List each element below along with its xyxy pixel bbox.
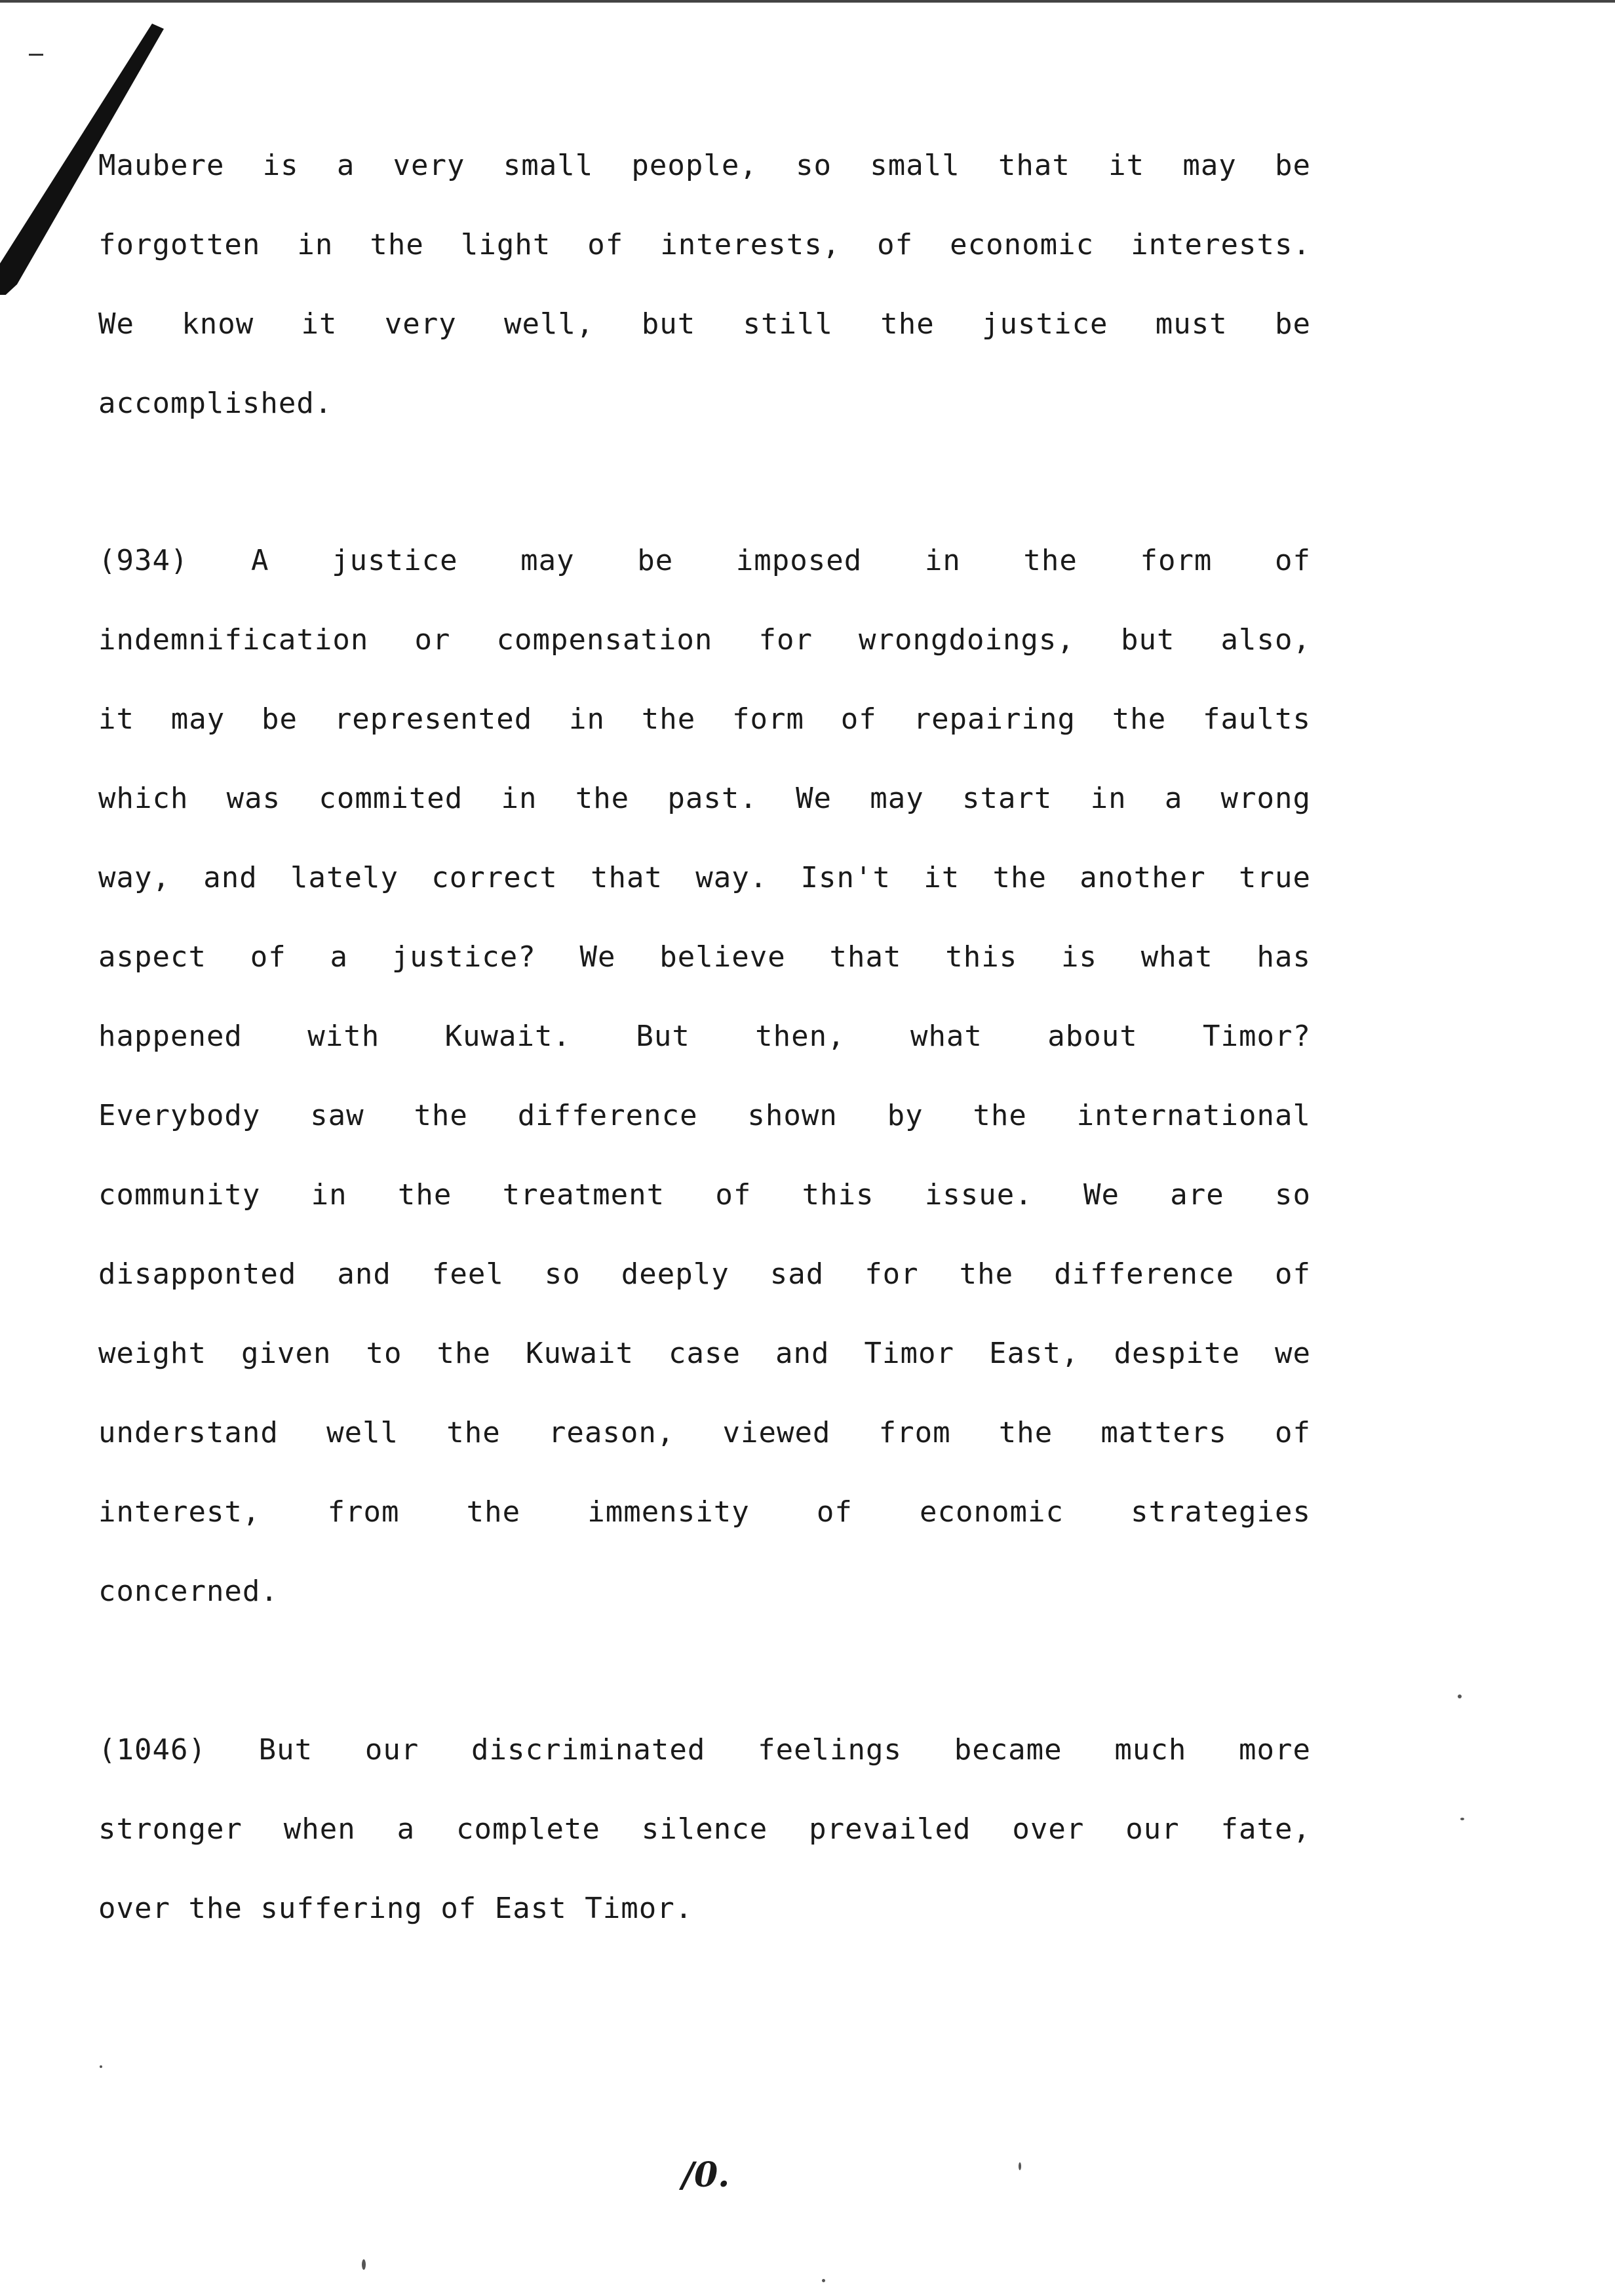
text-line: way, and lately correct that way. Isn't it the another true xyxy=(98,861,1311,894)
text-line: community in the treatment of this issue. We are so xyxy=(98,1178,1311,1212)
text-line: Everybody saw the difference shown by the international xyxy=(98,1099,1311,1132)
text-line: happened with Kuwait. But then, what about Timor? xyxy=(98,1020,1311,1053)
scan-speck xyxy=(1458,1694,1462,1698)
page-number: /0. xyxy=(682,2155,730,2195)
text-line: weight given to the Kuwait case and Timor East, despite we xyxy=(98,1337,1311,1370)
top-edge-rule xyxy=(0,0,1615,3)
scan-speck xyxy=(822,2279,825,2282)
text-line: which was commited in the past. We may start in a wrong xyxy=(98,782,1311,815)
text-line: concerned. xyxy=(98,1575,279,1608)
margin-dash-mark xyxy=(29,54,43,56)
paragraph-2 xyxy=(98,521,1311,1631)
text-line: disapponted and feel so deeply sad for the difference of xyxy=(98,1257,1311,1291)
scan-speck xyxy=(1019,2162,1021,2170)
text-line: accomplished. xyxy=(98,387,333,420)
text-line: We know it very well, but still the justice must be xyxy=(98,307,1311,341)
scan-speck xyxy=(100,2065,102,2068)
scan-speck xyxy=(362,2259,366,2270)
text-line: forgotten in the light of interests, of economic interests. xyxy=(98,228,1311,261)
scan-speck xyxy=(1460,1818,1464,1820)
paragraph-1 xyxy=(98,126,1311,443)
text-line: (1046) But our discriminated feelings became much more xyxy=(98,1733,1311,1767)
text-line: it may be represented in the form of repairing the faults xyxy=(98,702,1311,736)
text-line: Maubere is a very small people, so small that it may be xyxy=(98,149,1311,182)
paragraph-3 xyxy=(98,1710,1311,1948)
text-line: stronger when a complete silence prevailed over our fate, xyxy=(98,1812,1311,1846)
text-line: aspect of a justice? We believe that this is what has xyxy=(98,940,1311,974)
text-line: over the suffering of East Timor. xyxy=(98,1892,693,1925)
text-line: understand well the reason, viewed from the matters of xyxy=(98,1416,1311,1449)
text-line: (934) A justice may be imposed in the form of xyxy=(98,544,1311,577)
text-line: interest, from the immensity of economic strategies xyxy=(98,1495,1311,1529)
text-line: indemnification or compensation for wrongdoings, but also, xyxy=(98,623,1311,657)
